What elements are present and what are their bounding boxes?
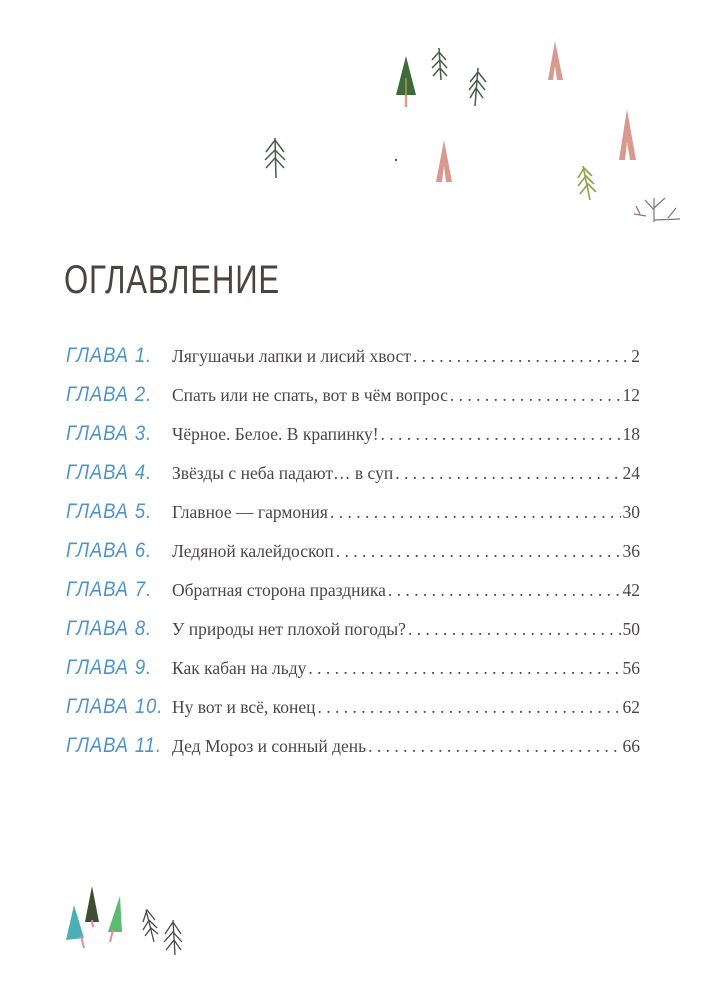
fir-sketch-icon — [265, 48, 486, 178]
dot-leader — [368, 736, 620, 757]
chapter-label: ГЛАВА 6. — [66, 539, 153, 562]
dot-leader — [308, 658, 620, 679]
pink-tree-icon — [436, 41, 636, 182]
chapter-label: ГЛАВА 3. — [66, 422, 153, 445]
chapter-label: ГЛАВА 9. — [66, 656, 153, 679]
toc-entry[interactable] — [66, 383, 640, 422]
teal-tree-icon — [66, 905, 84, 948]
chapter-label: ГЛАВА 2. — [66, 383, 153, 406]
dot-leader — [395, 463, 620, 484]
page-number: 66 — [622, 736, 640, 756]
page-number: 36 — [622, 541, 640, 561]
page-number: 56 — [622, 658, 640, 678]
dot-leader — [408, 619, 621, 640]
green-tree-icon — [108, 896, 122, 942]
green-tree-icon — [396, 56, 416, 107]
dot-leader — [450, 385, 621, 406]
chapter-label: ГЛАВА 1. — [66, 344, 153, 367]
chapter-title: Спать или не спать, вот в чём вопрос — [172, 385, 448, 405]
toc-entry[interactable] — [66, 578, 640, 617]
dot-leader — [388, 580, 621, 601]
chapter-title: Звёзды с неба падают… в суп — [172, 463, 394, 483]
chapter-title: Лягушачьи лапки и лисий хвост — [172, 346, 411, 366]
chapter-title: Ну вот и всё, конец — [172, 697, 316, 717]
page-number: 30 — [622, 502, 640, 522]
chapter-label: ГЛАВА 11. — [66, 734, 162, 757]
toc-entry[interactable] — [66, 422, 640, 461]
chapter-title: Дед Мороз и сонный день — [172, 736, 367, 756]
toc-entry[interactable] — [66, 695, 640, 734]
trees-illustration-bottom — [50, 870, 210, 960]
toc-entry[interactable] — [66, 344, 640, 383]
chapter-label: ГЛАВА 4. — [66, 461, 153, 484]
chapter-label: ГЛАВА 8. — [66, 617, 153, 640]
toc-entry[interactable] — [66, 500, 640, 539]
dot-leader — [336, 541, 621, 562]
page-number: 42 — [622, 580, 640, 600]
page-number: 24 — [622, 463, 640, 483]
table-of-contents — [66, 344, 640, 773]
toc-entry[interactable] — [66, 734, 640, 773]
toc-entry[interactable] — [66, 461, 640, 500]
dot-mark — [395, 159, 397, 161]
chapter-title: Как кабан на льду — [172, 658, 307, 678]
dot-leader — [330, 502, 621, 523]
chapter-title: У природы нет плохой погоды? — [172, 619, 406, 639]
chapter-label: ГЛАВА 5. — [66, 500, 153, 523]
dark-tree-icon — [85, 886, 99, 927]
chapter-title: Обратная сторона праздника — [172, 580, 386, 600]
chapter-title: Ледяной калейдоскоп — [172, 541, 334, 561]
fir-sketch-icon — [143, 910, 182, 955]
dot-leader — [381, 424, 621, 445]
page-number: 2 — [631, 346, 640, 366]
trees-illustration-top — [0, 0, 708, 240]
page-number: 50 — [622, 619, 640, 639]
dot-leader — [318, 697, 621, 718]
bare-bush-icon — [634, 198, 680, 222]
toc-entry[interactable] — [66, 656, 640, 695]
chapter-title: Главное — гармония — [172, 502, 328, 522]
page-title: ОГЛАВЛЕНИЕ — [64, 258, 281, 302]
chapter-label: ГЛАВА 7. — [66, 578, 153, 601]
page-number: 12 — [622, 385, 640, 405]
chapter-title: Чёрное. Белое. В крапинку! — [172, 424, 379, 444]
page-number: 18 — [622, 424, 640, 444]
light-fir-icon — [578, 166, 596, 200]
page-number: 62 — [622, 697, 640, 717]
dot-leader — [413, 346, 629, 367]
toc-entry[interactable] — [66, 539, 640, 578]
chapter-label: ГЛАВА 10. — [66, 695, 164, 718]
toc-entry[interactable] — [66, 617, 640, 656]
